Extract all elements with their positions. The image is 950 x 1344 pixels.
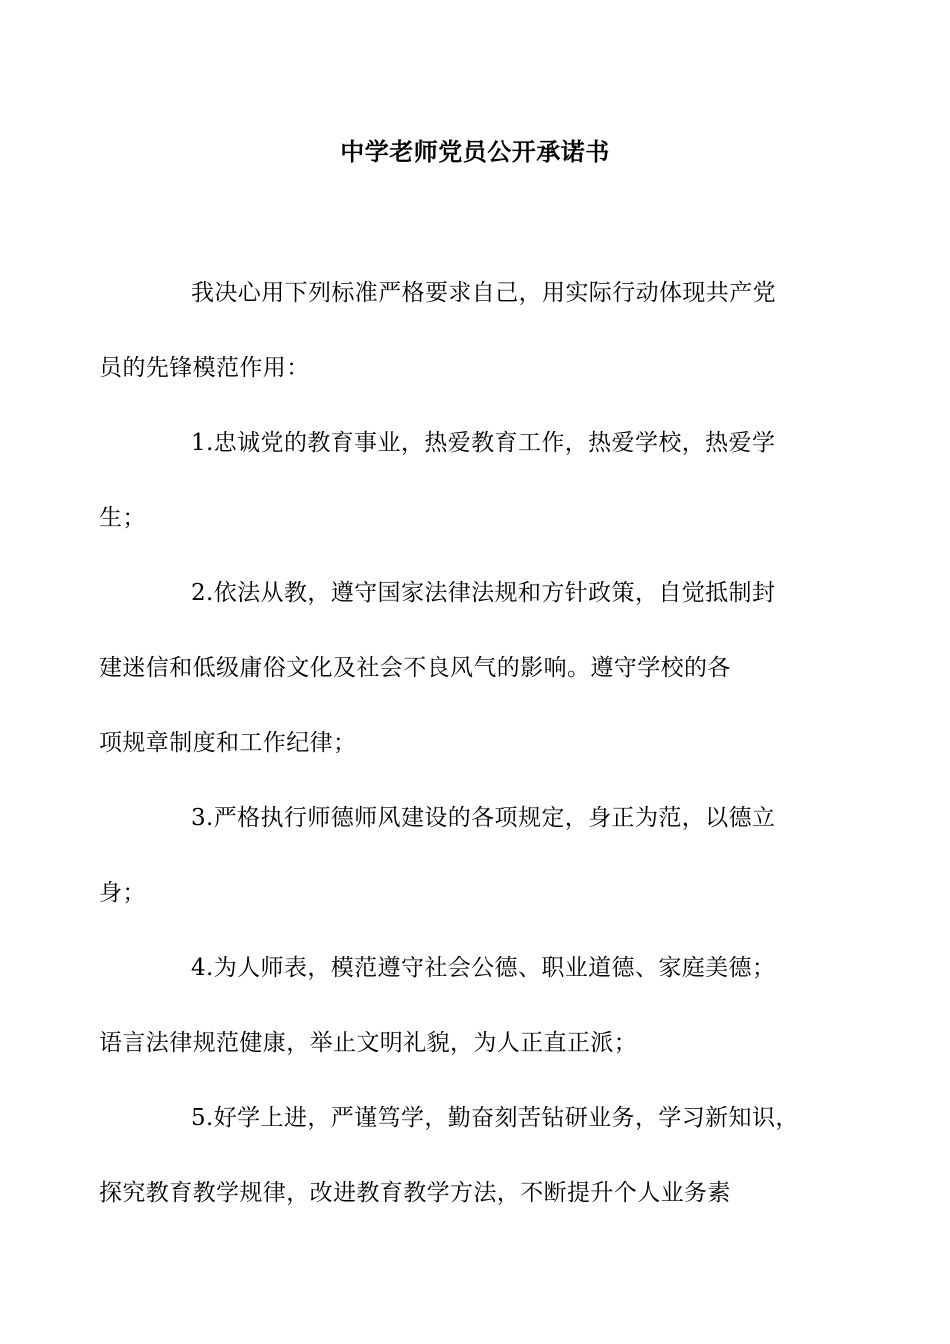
paragraph-item-1 <box>99 406 825 556</box>
document-title: 中学老师党员公开承诺书 <box>340 137 610 166</box>
paragraph-line: 1.忠诚党的教育事业，热爱教育工作，热爱学校，热爱学 <box>191 430 776 456</box>
paragraph-line: 2.依法从教，遵守国家法律法规和方针政策，自觉抵制封 <box>191 580 776 606</box>
paragraph-line: 4.为人师表，模范遵守社会公德、职业道德、家庭美德； <box>191 955 776 981</box>
paragraph-line: 3.严格执行师德师风建设的各项规定，身正为范，以德立 <box>191 805 776 831</box>
paragraph-intro <box>99 256 825 406</box>
paragraph-line: 身； <box>99 880 146 906</box>
paragraph-line: 项规章制度和工作纪律； <box>99 730 357 756</box>
document-body <box>99 256 825 1231</box>
paragraph-line: 建迷信和低级庸俗文化及社会不良风气的影响。遵守学校的各 <box>99 655 731 681</box>
paragraph-line: 我决心用下列标准严格要求自己，用实际行动体现共产党 <box>191 280 776 306</box>
paragraph-line: 生； <box>99 505 146 531</box>
paragraph-line: 语言法律规范健康，举止文明礼貌，为人正直正派； <box>99 1030 638 1056</box>
paragraph-item-5 <box>99 1081 825 1231</box>
paragraph-item-2 <box>99 556 825 781</box>
paragraph-item-3 <box>99 781 825 931</box>
paragraph-line: 5.好学上进，严谨笃学，勤奋刻苦钻研业务，学习新知识， <box>191 1105 799 1131</box>
paragraph-line: 员的先锋模范作用： <box>99 355 310 381</box>
paragraph-item-4 <box>99 931 825 1081</box>
paragraph-line: 探究教育教学规律，改进教育教学方法，不断提升个人业务素 <box>99 1180 731 1206</box>
